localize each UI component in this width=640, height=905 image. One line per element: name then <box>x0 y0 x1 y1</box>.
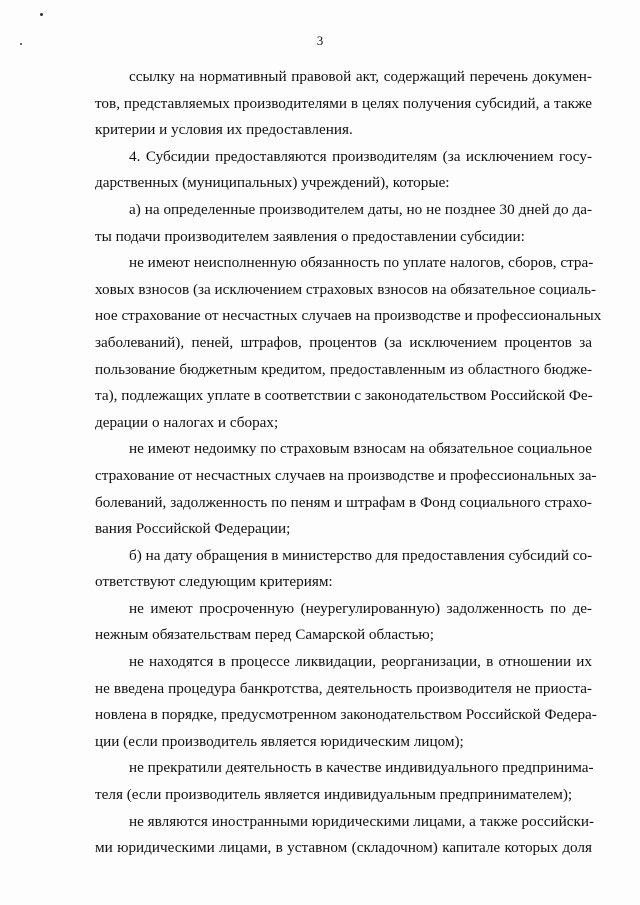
text-line: а) на определенные производителем даты, но не позднее 30 дней до да- <box>129 200 592 218</box>
text-line: не имеют неисполненную обязанность по уплате налогов, сборов, стра- <box>129 254 594 272</box>
text-line: страхование от несчастных случаев на производстве и профессиональных за- <box>95 466 597 484</box>
scan-speck <box>40 13 43 16</box>
text-line: ции (если производитель является юридическим лицом); <box>95 732 464 750</box>
text-line: тов, представляемых производителями в целях получения субсидий, а также <box>95 94 592 112</box>
text-line: дерации о налогах и сборах; <box>95 413 279 431</box>
text-line: ное страхование от несчастных случаев на производстве и профессиональных <box>95 307 602 325</box>
text-line: ответствуют следующим критериям: <box>95 573 333 591</box>
text-line: пользование бюджетным кредитом, предоставленным из областного бюдже- <box>95 360 592 378</box>
text-line: 4. Субсидии предоставляются производителям (за исключением госу- <box>129 147 592 165</box>
text-line: ми юридическими лицами, в уставном (складочном) капитале которых доля <box>95 839 592 857</box>
text-line: не имеют недоимку по страховым взносам на обязательное социальное <box>129 440 592 458</box>
text-line: не являются иностранными юридическими лицами, а также российски- <box>129 812 595 830</box>
text-line: не находятся в процессе ликвидации, реорганизации, в отношении их <box>129 653 592 671</box>
text-line: новлена в порядке, предусмотренном законодательством Российской Федера- <box>95 706 597 724</box>
text-line: не прекратили деятельность в качестве индивидуального предпринима- <box>129 759 594 777</box>
text-line: вания Российской Федерации; <box>95 520 291 538</box>
text-line: дарственных (муниципальных) учреждений), которые: <box>95 174 450 192</box>
text-line: ховых взносов (за исключением страховых взносов на обязательное социаль- <box>95 280 597 298</box>
document-body <box>95 64 602 862</box>
text-line: нежным обязательствам перед Самарской областью; <box>95 626 434 644</box>
text-line: не введена процедура банкротства, деятельность производителя не приоста- <box>95 679 592 697</box>
text-line: не имеют просроченную (неурегулированную) задолженность по де- <box>129 599 592 617</box>
text-line: болеваний, задолженность по пеням и штрафам в Фонд социального страхо- <box>95 493 592 511</box>
text-line: та), подлежащих уплате в соответствии с законодательством Российской Фе- <box>95 387 593 405</box>
text-line: б) на дату обращения в министерство для предоставления субсидий со- <box>129 546 593 564</box>
text-line: заболеваний), пеней, штрафов, процентов (за исключением процентов за <box>95 333 592 351</box>
text-line: теля (если производитель является индивидуальным предпринимателем); <box>95 786 573 804</box>
page-number: 3 <box>316 33 324 48</box>
text-line: критерии и условия их предоставления. <box>95 121 353 139</box>
text-line: ты подачи производителем заявления о предоставлении субсидии: <box>95 227 525 245</box>
text-line: ссылку на нормативный правовой акт, содержащий перечень докумен- <box>129 68 592 85</box>
